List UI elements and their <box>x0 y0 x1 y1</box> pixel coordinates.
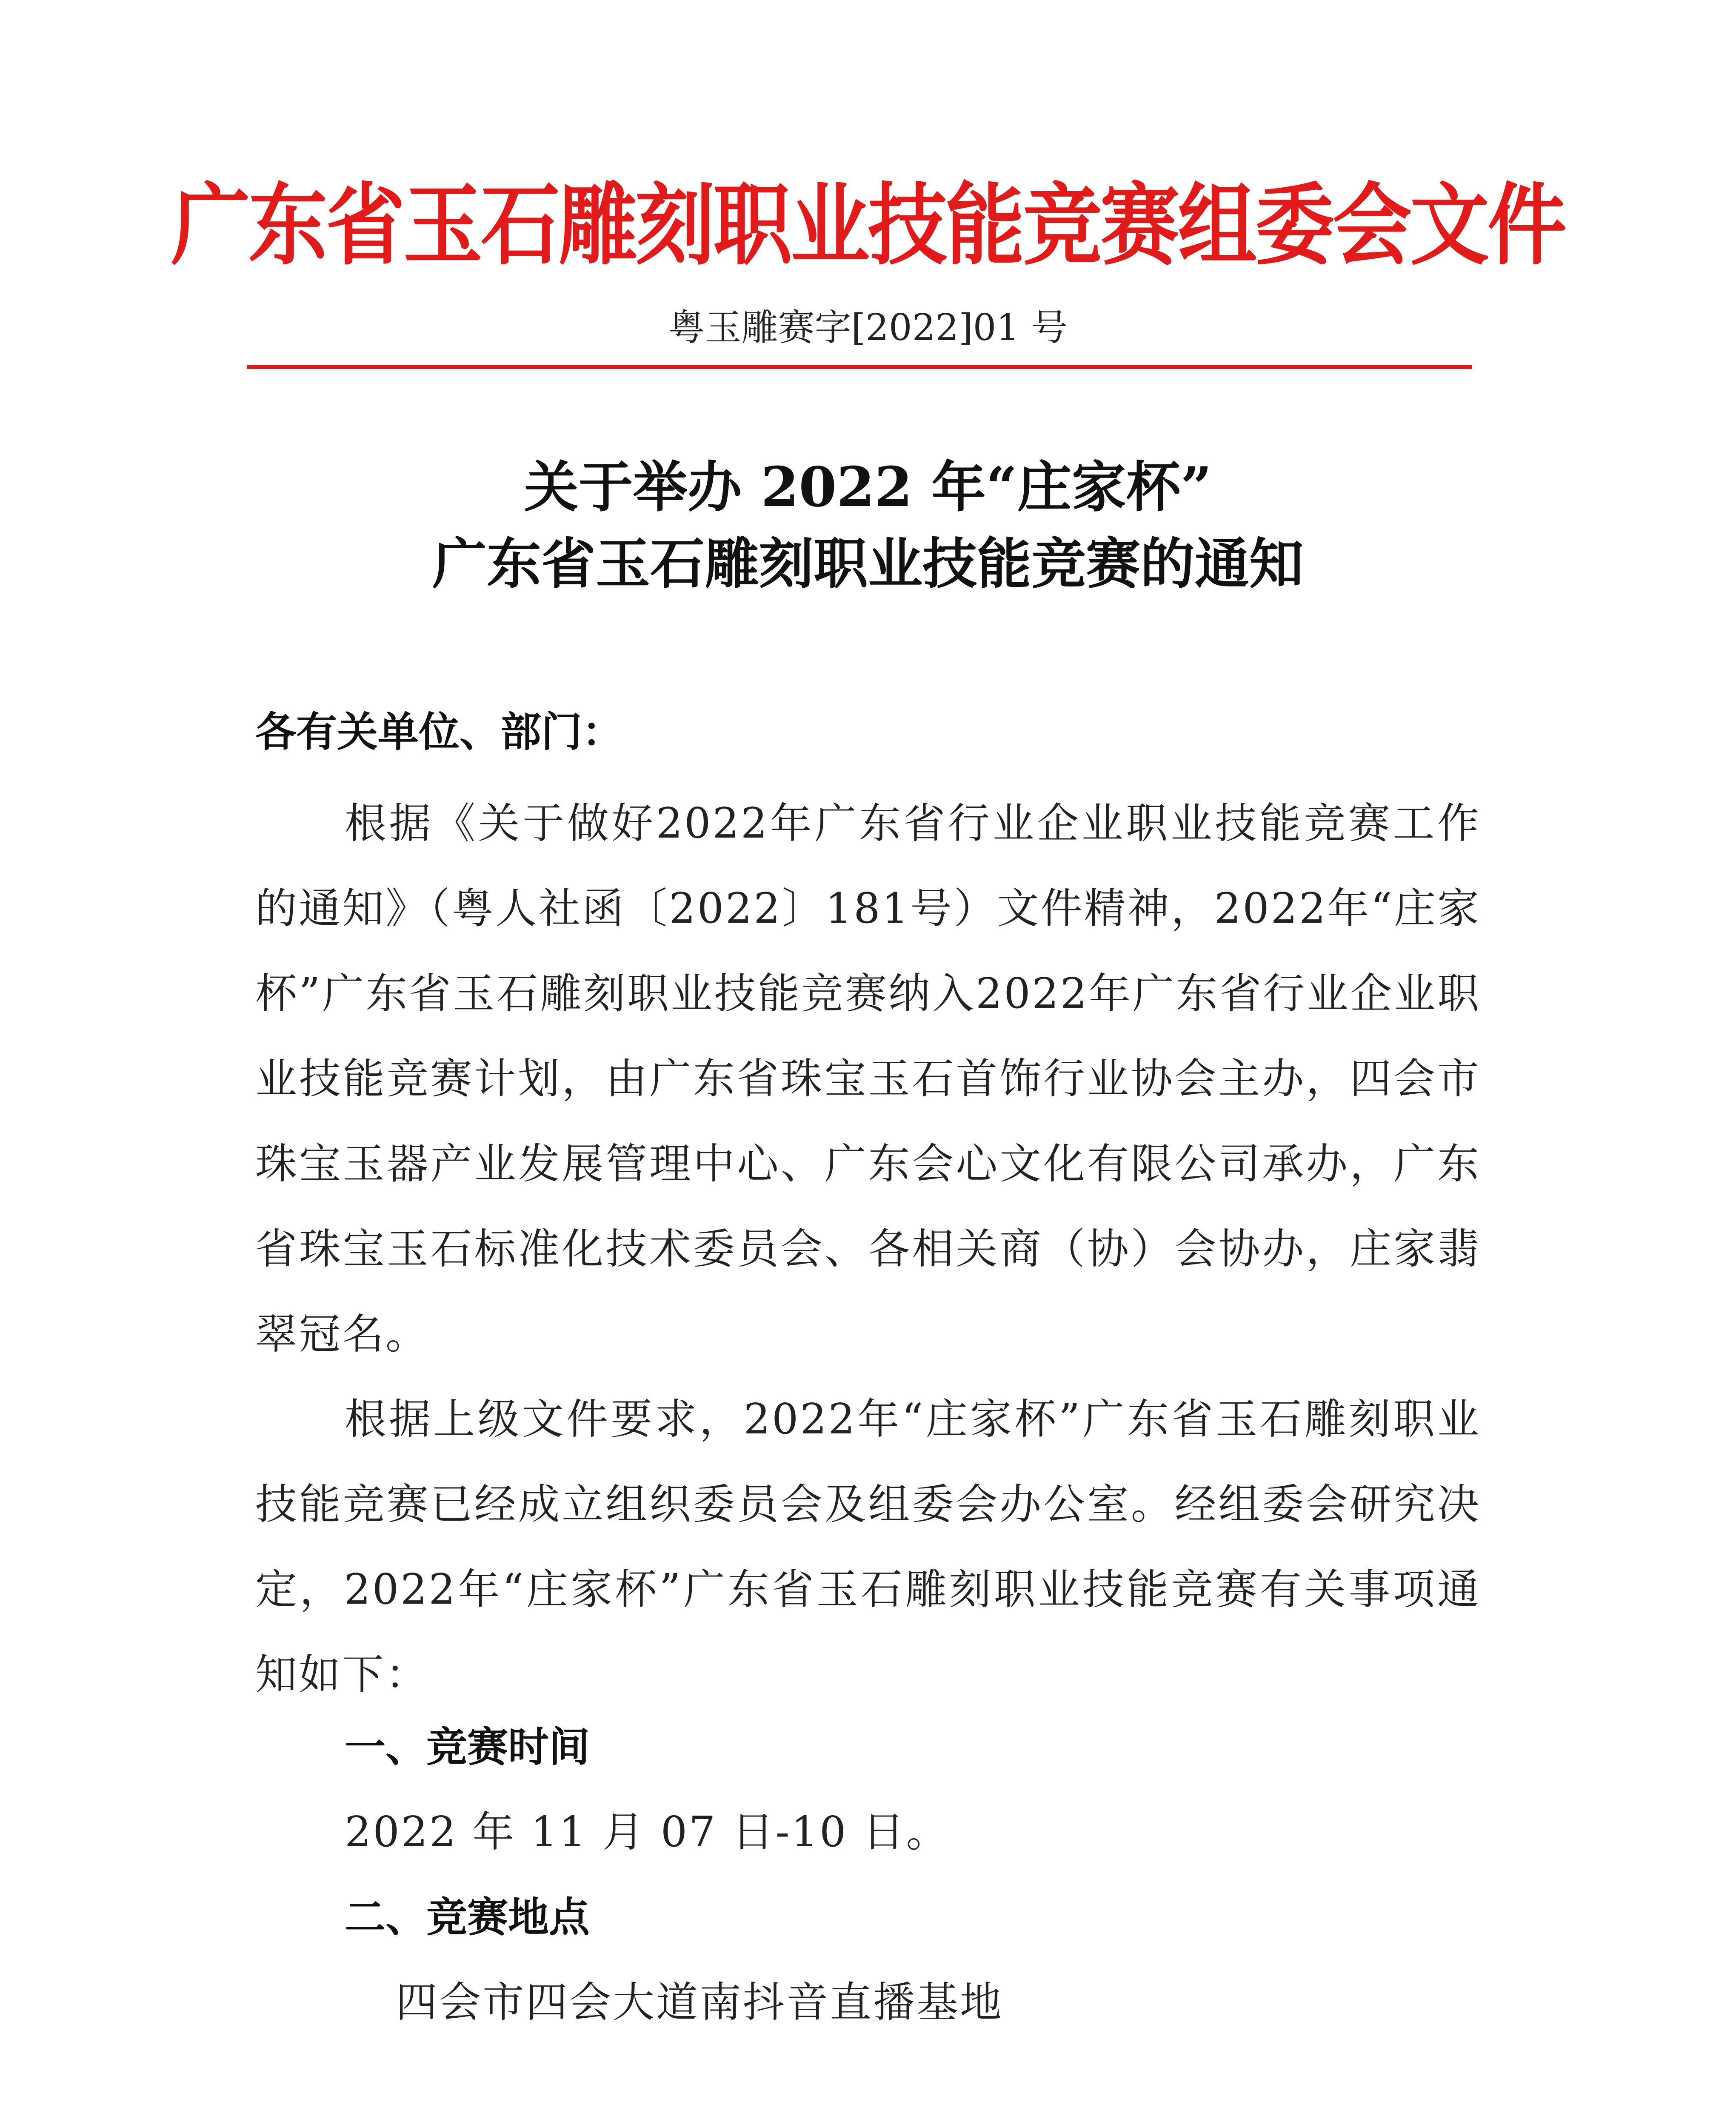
body-paragraph-1: 根据《关于做好2022年广东省行业企业职业技能竞赛工作的通知》（粤人社函〔2022〕181号）文件精神，2022年“庄家杯”广东省玉石雕刻职业技能竞赛纳入2022年广东省行业企业职业技能竞赛计划，由广东省珠宝玉石首饰行业协会主办，四会市珠宝玉器产业发展管理中心、广东会心文化有限公司承办，广东省珠宝玉石标准化技术委员会、各相关商（协）会协办，庄家翡翠冠名。 <box>255 799 1481 1359</box>
section-content-location: 四会市四会大道南抖音直播基地 <box>396 1978 1004 2027</box>
issuer-header-title: 广东省玉石雕刻职业技能竞赛组委会文件 <box>171 173 1565 277</box>
section-heading-time: 一、竞赛时间 <box>345 1723 590 1771</box>
body-paragraph-2: 根据上级文件要求，2022年“庄家杯”广东省玉石雕刻职业技能竞赛已经成立组织委员会及组委会办公室。经组委会研究决定，2022年“庄家杯”广东省玉石雕刻职业技能竞赛有关事项通知如下： <box>255 1395 1481 1699</box>
salutation: 各有关单位、部门： <box>255 708 623 756</box>
notice-title-line-2: 广东省玉石雕刻职业技能竞赛的通知 <box>432 532 1304 596</box>
notice-title-line-1: 关于举办 2022 年“庄家杯” <box>524 455 1212 519</box>
section-content-time: 2022 年 11 月 07 日-10 日。 <box>345 1808 950 1856</box>
document-number: 粤玉雕赛字[2022]01 号 <box>668 306 1068 349</box>
header-red-rule <box>247 365 1472 369</box>
section-heading-location: 二、竞赛地点 <box>345 1893 590 1941</box>
